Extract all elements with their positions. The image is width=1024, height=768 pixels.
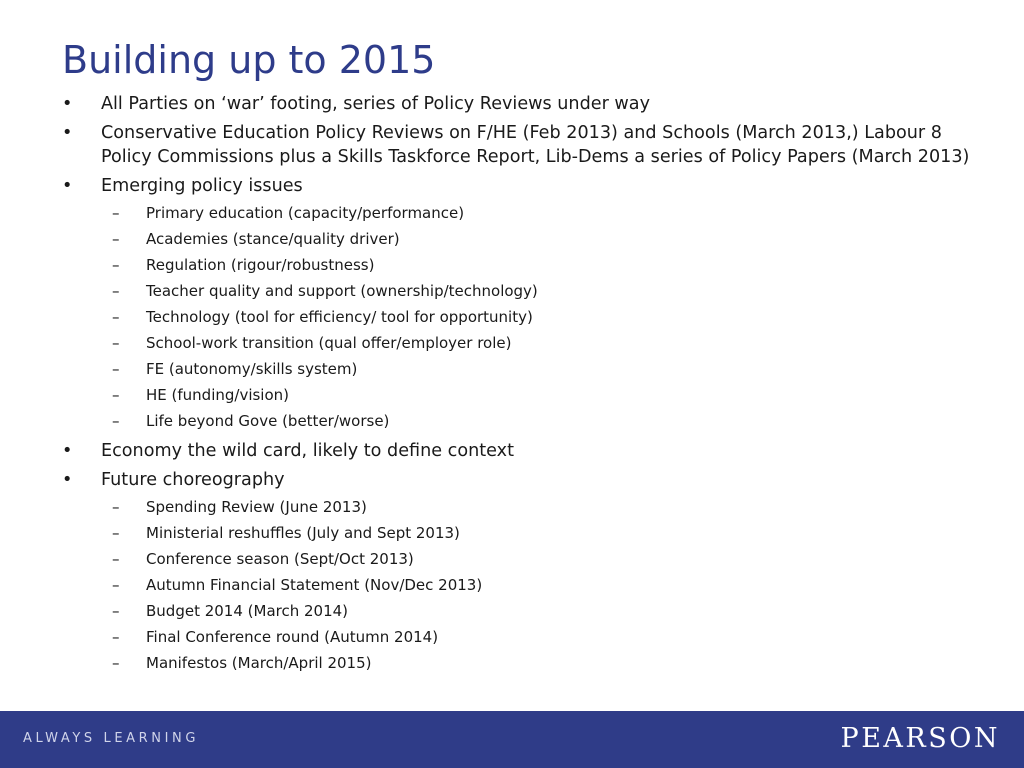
sub-item-text: School-work transition (qual offer/employer role)	[146, 334, 512, 352]
sub-item	[62, 226, 972, 252]
footer-bar	[0, 711, 1024, 768]
bullet-marker: •	[62, 123, 73, 143]
bullet-text: Future choreography	[101, 470, 285, 490]
sub-item-text: Conference season (Sept/Oct 2013)	[146, 550, 414, 568]
dash-marker: –	[112, 282, 120, 300]
dash-marker: –	[112, 334, 120, 352]
sub-item	[62, 382, 972, 408]
bullet-item	[62, 121, 972, 169]
sub-item-text: Teacher quality and support (ownership/technology)	[146, 282, 538, 300]
dash-marker: –	[112, 386, 120, 404]
sub-item	[62, 304, 972, 330]
sub-item	[62, 200, 972, 226]
dash-marker: –	[112, 524, 120, 542]
dash-marker: –	[112, 498, 120, 516]
bullet-list	[62, 92, 972, 676]
sub-item	[62, 520, 972, 546]
bullet-item	[62, 92, 972, 116]
footer-tagline: ALWAYS LEARNING	[23, 731, 200, 746]
bullet-marker: •	[62, 176, 73, 196]
sub-item	[62, 330, 972, 356]
slide-title: Building up to 2015	[62, 38, 436, 82]
dash-marker: –	[112, 230, 120, 248]
dash-marker: –	[112, 412, 120, 430]
sub-item-text: Budget 2014 (March 2014)	[146, 602, 349, 620]
sub-item-text: Spending Review (June 2013)	[146, 498, 367, 516]
sub-item-text: FE (autonomy/skills system)	[146, 360, 358, 378]
sub-item	[62, 278, 972, 304]
sub-item-text: Life beyond Gove (better/worse)	[146, 412, 390, 430]
sub-item-text: Primary education (capacity/performance)	[146, 204, 465, 222]
sub-list	[62, 494, 972, 676]
sub-item-text: Technology (tool for efficiency/ tool for opportunity)	[146, 308, 533, 326]
sub-item	[62, 624, 972, 650]
sub-item	[62, 356, 972, 382]
dash-marker: –	[112, 550, 120, 568]
sub-item-text: Autumn Financial Statement (Nov/Dec 2013)	[146, 576, 483, 594]
sub-item-text: Ministerial reshuffles (July and Sept 2013)	[146, 524, 460, 542]
bullet-item	[62, 439, 972, 463]
bullet-item	[62, 174, 972, 198]
dash-marker: –	[112, 576, 120, 594]
dash-marker: –	[112, 204, 120, 222]
sub-item-text: Manifestos (March/April 2015)	[146, 654, 372, 672]
bullet-item	[62, 468, 972, 492]
sub-item-text: HE (funding/vision)	[146, 386, 290, 404]
dash-marker: –	[112, 654, 120, 672]
bullet-marker: •	[62, 470, 73, 490]
sub-item-text: Regulation (rigour/robustness)	[146, 256, 375, 274]
dash-marker: –	[112, 256, 120, 274]
bullet-marker: •	[62, 441, 73, 461]
sub-item-text: Academies (stance/quality driver)	[146, 230, 400, 248]
bullet-marker: •	[62, 94, 73, 114]
sub-item	[62, 650, 972, 676]
bullet-text: Conservative Education Policy Reviews on F/HE (Feb 2013) and Schools (March 2013,) Labour 8 Policy Commissions plus a Skills Taskforce Report, Lib-Dems a series of Policy Papers (March 2013)	[101, 123, 970, 167]
dash-marker: –	[112, 628, 120, 646]
dash-marker: –	[112, 360, 120, 378]
bullet-text: Emerging policy issues	[101, 176, 303, 196]
sub-item	[62, 598, 972, 624]
sub-item	[62, 252, 972, 278]
bullet-text: All Parties on ‘war’ footing, series of Policy Reviews under way	[101, 94, 650, 114]
sub-item	[62, 408, 972, 434]
dash-marker: –	[112, 308, 120, 326]
sub-item	[62, 572, 972, 598]
sub-item	[62, 494, 972, 520]
sub-item-text: Final Conference round (Autumn 2014)	[146, 628, 439, 646]
bullet-text: Economy the wild card, likely to define context	[101, 441, 514, 461]
sub-item	[62, 546, 972, 572]
pearson-logo: PEARSON	[840, 723, 1000, 754]
sub-list	[62, 200, 972, 434]
dash-marker: –	[112, 602, 120, 620]
